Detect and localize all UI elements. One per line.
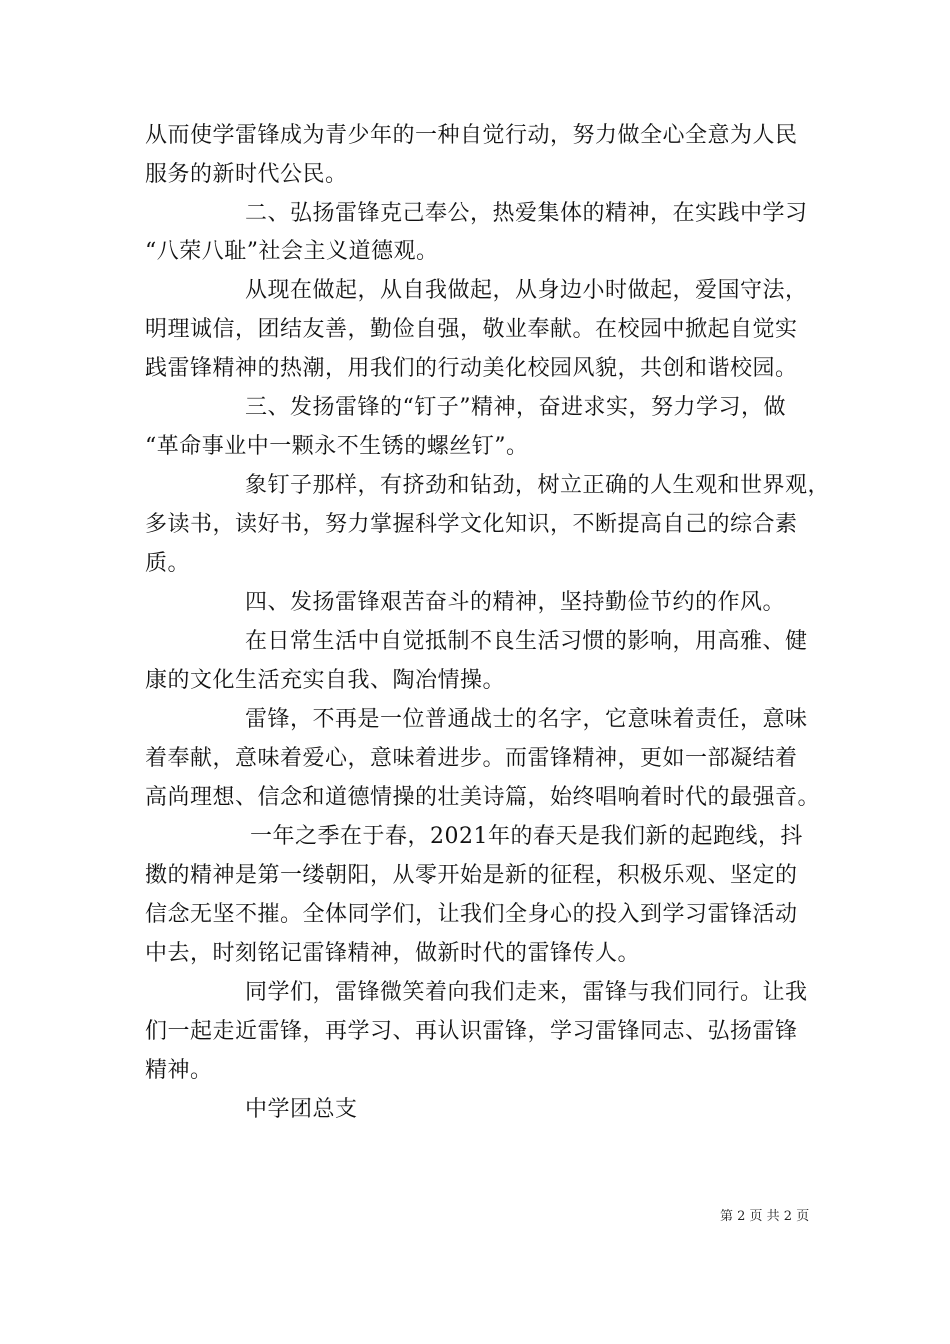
section-heading: 三、发扬雷锋的“钉子”精神，奋进求实，努力学习，做 <box>245 395 786 420</box>
section-heading: 二、弘扬雷锋克己奉公，热爱集体的精神，在实践中学习 <box>245 201 808 226</box>
text-line: 明理诚信，团结友善，勤俭自强，敬业奉献。在校园中掀起自觉实 <box>145 317 798 342</box>
text-line: 在日常生活中自觉抵制不良生活习惯的影响，用高雅、健 <box>245 629 808 654</box>
text-line: 信念无坚不摧。全体同学们，让我们全身心的投入到学习雷锋活动 <box>145 902 798 927</box>
page-number: 第 2 页 共 2 页 <box>720 1209 810 1224</box>
section-heading: “革命事业中一颗永不生锈的螺丝钉”。 <box>145 434 529 459</box>
section-heading: “八荣八耻”社会主义道德观。 <box>145 239 439 264</box>
text-line: 多读书，读好书，努力掌握科学文化知识，不断提高自己的综合素 <box>145 512 798 537</box>
text-line: 雷锋，不再是一位普通战士的名字，它意味着责任，意味 <box>245 707 808 732</box>
text-line: 服务的新时代公民。 <box>145 162 348 187</box>
text-line: 着奉献，意味着爱心，意味着进步。而雷锋精神，更如一部凝结着 <box>145 746 798 771</box>
signature-org: 中学团总支 <box>245 1097 358 1122</box>
text-line: 质。 <box>145 551 191 576</box>
text-line: 高尚理想、信念和道德情操的壮美诗篇，始终唱响着时代的最强音。 <box>145 785 821 810</box>
text-line: 一年之季在于春，2021年的春天是我们新的起跑线，抖 <box>250 824 803 849</box>
text-line: 从现在做起，从自我做起，从身边小时做起，爱国守法， <box>245 278 808 303</box>
text-line: 中去，时刻铭记雷锋精神，做新时代的雷锋传人。 <box>145 941 641 966</box>
text-line: 擞的精神是第一缕朝阳，从零开始是新的征程，积极乐观、坚定的 <box>145 863 798 888</box>
text-line: 康的文化生活充实自我、陶冶情操。 <box>145 668 506 693</box>
text-line: 们一起走近雷锋，再学习、再认识雷锋，学习雷锋同志、弘扬雷锋 <box>145 1019 798 1044</box>
text-line: 践雷锋精神的热潮，用我们的行动美化校园风貌，共创和谐校园。 <box>145 356 798 381</box>
text-line: 精神。 <box>145 1058 213 1083</box>
text-line: 象钉子那样，有挤劲和钻劲，树立正确的人生观和世界观， <box>245 473 831 498</box>
text-line: 同学们，雷锋微笑着向我们走来，雷锋与我们同行。让我 <box>245 980 808 1005</box>
section-heading: 四、发扬雷锋艰苦奋斗的精神，坚持勤俭节约的作风。 <box>245 590 786 615</box>
text-line: 从而使学雷锋成为青少年的一种自觉行动，努力做全心全意为人民 <box>145 123 798 148</box>
